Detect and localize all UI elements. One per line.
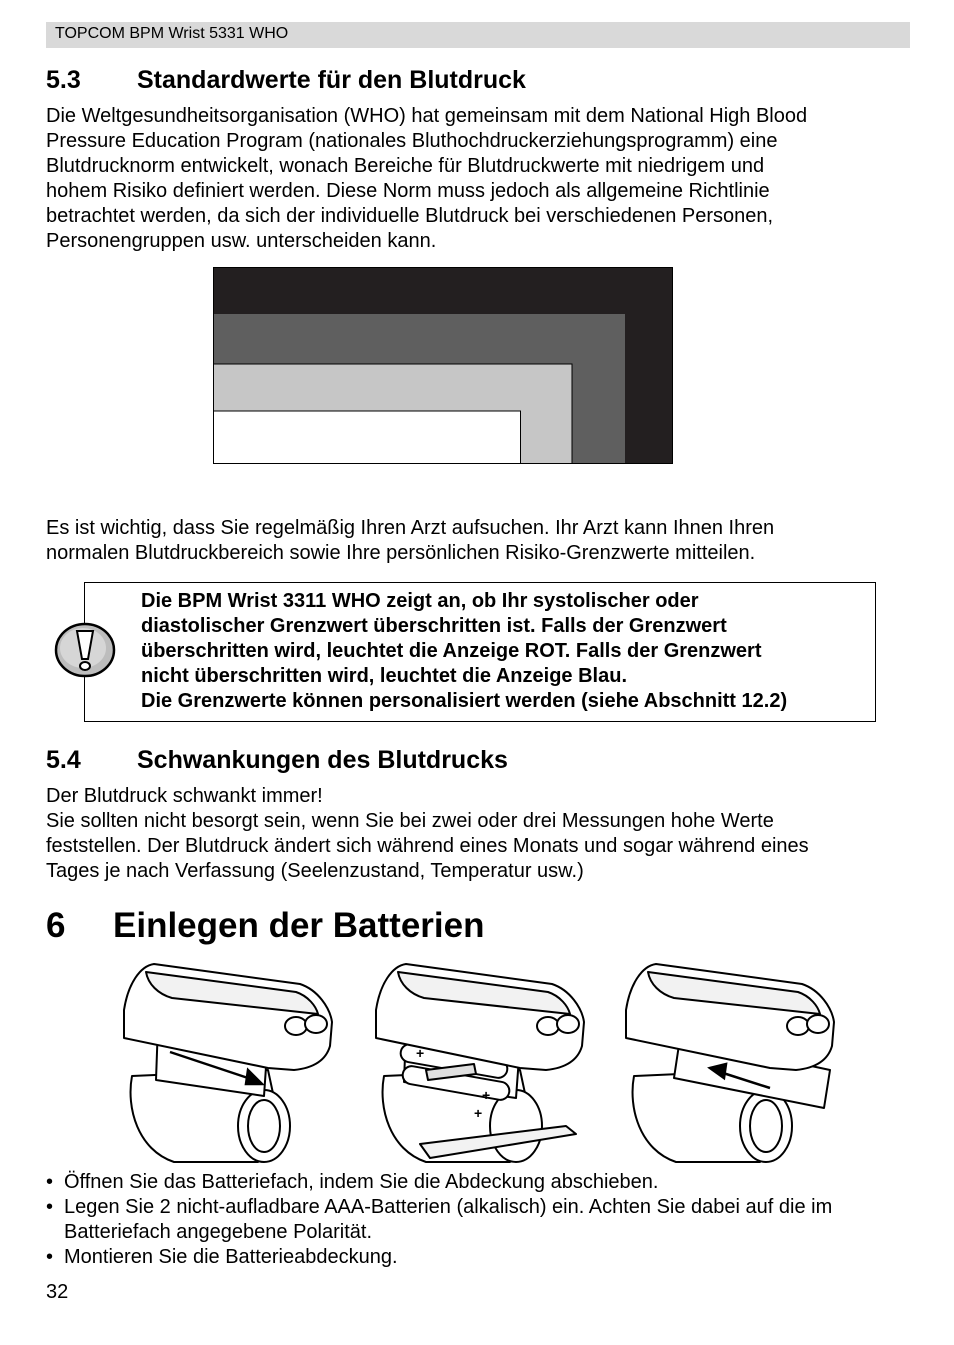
device-close-cover-illustration [620,958,842,1168]
running-header [46,22,910,48]
note-line: Die BPM Wrist 3311 WHO zeigt an, ob Ihr systolischer oder [141,590,699,612]
exclamation-icon [53,621,117,679]
section-title: Standardwerte für den Blutdruck [137,66,526,94]
svg-text:+: + [482,1087,491,1103]
paragraph-line: Die Weltgesundheitsorganisation (WHO) hat gemeinsam mit dem National High Blood [46,105,808,127]
list-item: • Öffnen Sie das Batteriefach, indem Sie die Abdeckung abschieben. [46,1170,916,1195]
device-open-cover-illustration [118,958,336,1168]
paragraph-line: Blutdrucknorm entwickelt, wonach Bereiche für Blutdruckwerte mit niedrigem und [46,155,765,177]
paragraph-line: normalen Blutdruckbereich sowie Ihre persönlichen Risiko-Grenzwerte mitteilen. [46,542,756,564]
section-number: 5.3 [46,66,81,94]
paragraph-line: hohem Risiko definiert werden. Diese Norm muss jedoch als allgemeine Richtlinie [46,180,770,202]
chart-zone-optimal [214,411,521,464]
paragraph-line: feststellen. Der Blutdruck ändert sich während eines Monats und sogar während eines [46,835,809,857]
paragraph-line: Pressure Education Program (nationales Bluthochdruckerziehungsprogramm) eine [46,130,778,152]
device-insert-batteries-illustration [370,958,588,1168]
chapter-number: 6 [46,906,66,945]
note-line: Die Grenzwerte können personalisiert werden (siehe Abschnitt 12.2) [141,690,788,712]
note-text [141,589,871,714]
section-5-4-heading [46,746,508,775]
section-title: Schwankungen des Blutdrucks [137,746,508,774]
list-item: • Montieren Sie die Batterieabdeckung. [46,1245,916,1270]
note-line: nicht überschritten wird, leuchtet die Anzeige Blau. [141,665,627,687]
paragraph-line: Es ist wichtig, dass Sie regelmäßig Ihren Arzt aufsuchen. Ihr Arzt kann Ihnen Ihren [46,517,775,539]
note-box [84,582,876,722]
paragraph-line: Der Blutdruck schwankt immer! [46,785,323,807]
section-number: 5.4 [46,746,81,774]
section-5-4-paragraph [46,784,916,884]
page-number: 32 [46,1281,69,1303]
chapter-title: Einlegen der Batterien [113,906,485,945]
battery-instructions-list [46,1170,916,1270]
section-5-3-paragraph [46,104,916,254]
note-line: überschritten wird, leuchtet die Anzeige ROT. Falls der Grenzwert [141,640,762,662]
paragraph-line: Sie sollten nicht besorgt sein, wenn Sie bei zwei oder drei Messungen hohe Werte [46,810,774,832]
section-5-3-heading [46,66,526,95]
chapter-6-heading [46,906,484,946]
header-title: TOPCOM BPM Wrist 5331 WHO [55,25,289,42]
paragraph-line: Tages je nach Verfassung (Seelenzustand, Temperatur usw.) [46,860,584,882]
paragraph-line: Personengruppen usw. unterscheiden kann. [46,230,437,252]
paragraph-line: betrachtet werden, da sich der individuelle Blutdruck bei verschiedenen Personen, [46,205,774,227]
advice-paragraph [46,516,916,566]
list-item: • Legen Sie 2 nicht-aufladbare AAA-Batterien (alkalisch) ein. Achten Sie dabei auf die im Batteriefach angegebene Polarität. [46,1195,916,1245]
note-line: diastolischer Grenzwert überschritten ist. Falls der Grenzwert [141,615,727,637]
who-classification-chart [213,267,673,464]
svg-text:+: + [474,1105,483,1121]
svg-text:+: + [416,1045,425,1061]
